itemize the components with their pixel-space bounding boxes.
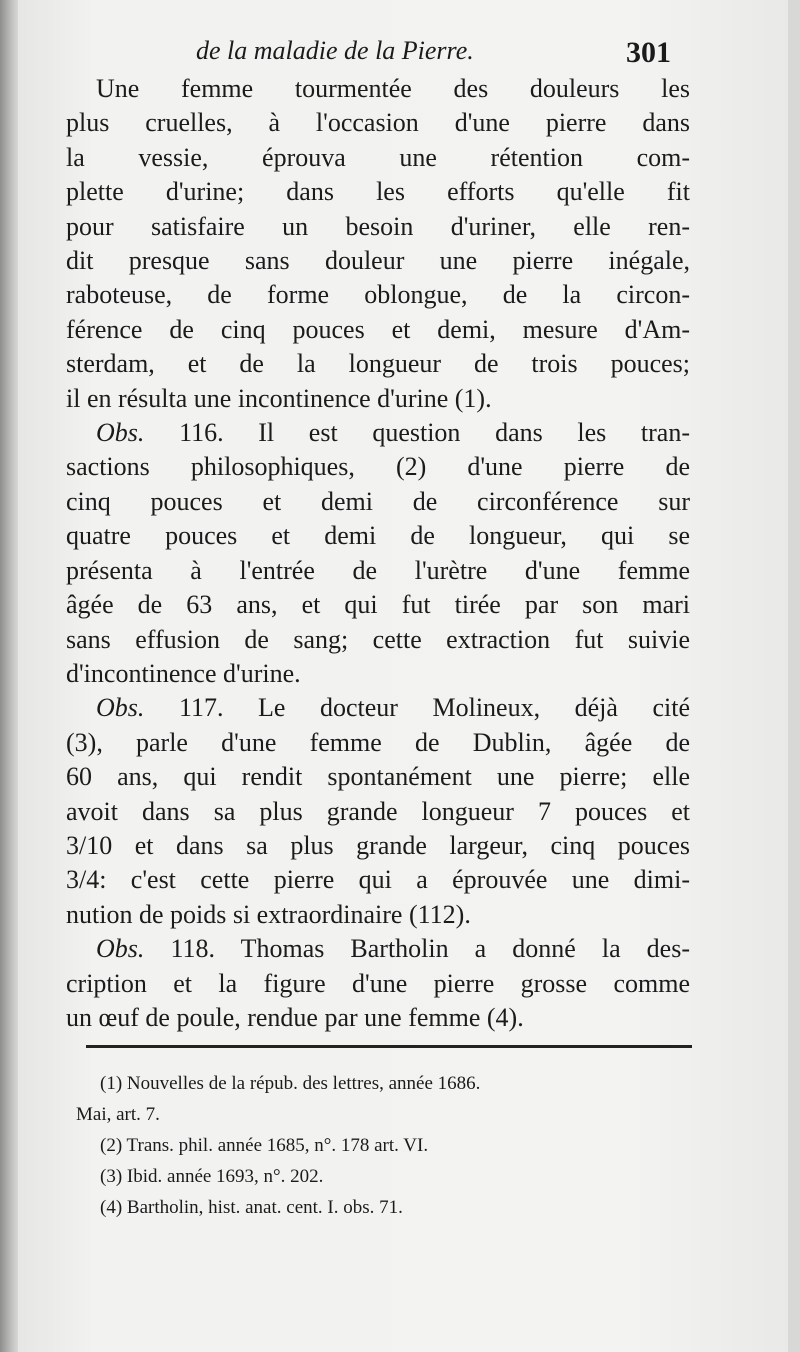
obs-label: Obs. — [96, 418, 145, 448]
observation-paragraph — [66, 416, 690, 691]
paragraph — [66, 72, 690, 416]
text-line: nution de poids si extraordinaire (112). — [66, 899, 471, 929]
text-line: plus cruelles, à l'occasion d'une pierre dans — [66, 108, 690, 138]
running-head: de la maladie de la Pierre. — [196, 36, 474, 65]
obs-text: 117. Le docteur Molineux, déjà cité — [178, 693, 691, 723]
main-text — [66, 72, 690, 1035]
text-line: sactions philosophiques, (2) d'une pierre de — [66, 452, 690, 482]
text-line: cinq pouces et demi de circonférence sur — [66, 486, 690, 516]
text-line — [66, 416, 690, 450]
text-line: présenta à l'entrée de l'urètre d'une femme — [66, 555, 690, 585]
obs-text: 118. Thomas Bartholin a donné la des- — [170, 934, 691, 964]
text-line: d'incontinence d'urine. — [66, 658, 301, 688]
text-line: (3), parle d'une femme de Dublin, âgée de — [66, 727, 690, 757]
observation-paragraph — [66, 932, 690, 1035]
text-line: 3/4: c'est cette pierre qui a éprouvée une dimi- — [66, 865, 690, 895]
text-line: 3/10 et dans sa plus grande largeur, cinq pouces — [66, 830, 690, 860]
footnote: (4) Bartholin, hist. anat. cent. I. obs. 71. — [100, 1197, 403, 1218]
text-line: cription et la figure d'une pierre grosse comme — [66, 968, 690, 998]
observation-paragraph — [66, 691, 690, 932]
text-line: il en résulta une incontinence d'urine (1). — [66, 383, 492, 413]
obs-label: Obs. — [96, 934, 145, 964]
text-line: sans effusion de sang; cette extraction fut suivie — [66, 624, 690, 654]
footnote-divider — [86, 1045, 692, 1048]
text-line: dit presque sans douleur une pierre inégale, — [66, 246, 690, 276]
text-line: âgée de 63 ans, et qui fut tirée par son mari — [66, 590, 690, 620]
footnote: (2) Trans. phil. année 1685, n°. 178 art. VI. — [100, 1135, 429, 1156]
text-line: pour satisfaire un besoin d'uriner, elle ren- — [66, 211, 690, 241]
text-line: la vessie, éprouva une rétention com- — [66, 142, 690, 172]
text-line: sterdam, et de la longueur de trois pouces; — [66, 349, 690, 379]
text-line: férence de cinq pouces et demi, mesure d'Am- — [66, 314, 690, 344]
footnote-continuation: Mai, art. 7. — [76, 1104, 160, 1125]
footnote: (3) Ibid. année 1693, n°. 202. — [100, 1166, 324, 1187]
footnotes — [76, 1068, 696, 1223]
obs-label: Obs. — [96, 693, 145, 723]
text-line: avoit dans sa plus grande longueur 7 pouces et — [66, 796, 690, 826]
text-line: plette d'urine; dans les efforts qu'elle fit — [66, 177, 690, 207]
text-line: Une femme tourmentée des douleurs les — [96, 74, 690, 103]
page-header — [196, 36, 716, 76]
text-line — [66, 691, 690, 725]
obs-text: 116. Il est question dans les tran- — [179, 418, 690, 448]
text-line: 60 ans, qui rendit spontanément une pierre; elle — [66, 762, 690, 792]
text-line — [66, 932, 690, 966]
book-gutter-shadow — [0, 0, 18, 1352]
page-number: 301 — [626, 36, 671, 69]
footnote: (1) Nouvelles de la répub. des lettres, année 1686. — [100, 1073, 481, 1094]
text-line: un œuf de poule, rendue par une femme (4). — [66, 1002, 524, 1032]
text-line: raboteuse, de forme oblongue, de la circon- — [66, 280, 690, 310]
text-line: quatre pouces et demi de longueur, qui se — [66, 521, 690, 551]
